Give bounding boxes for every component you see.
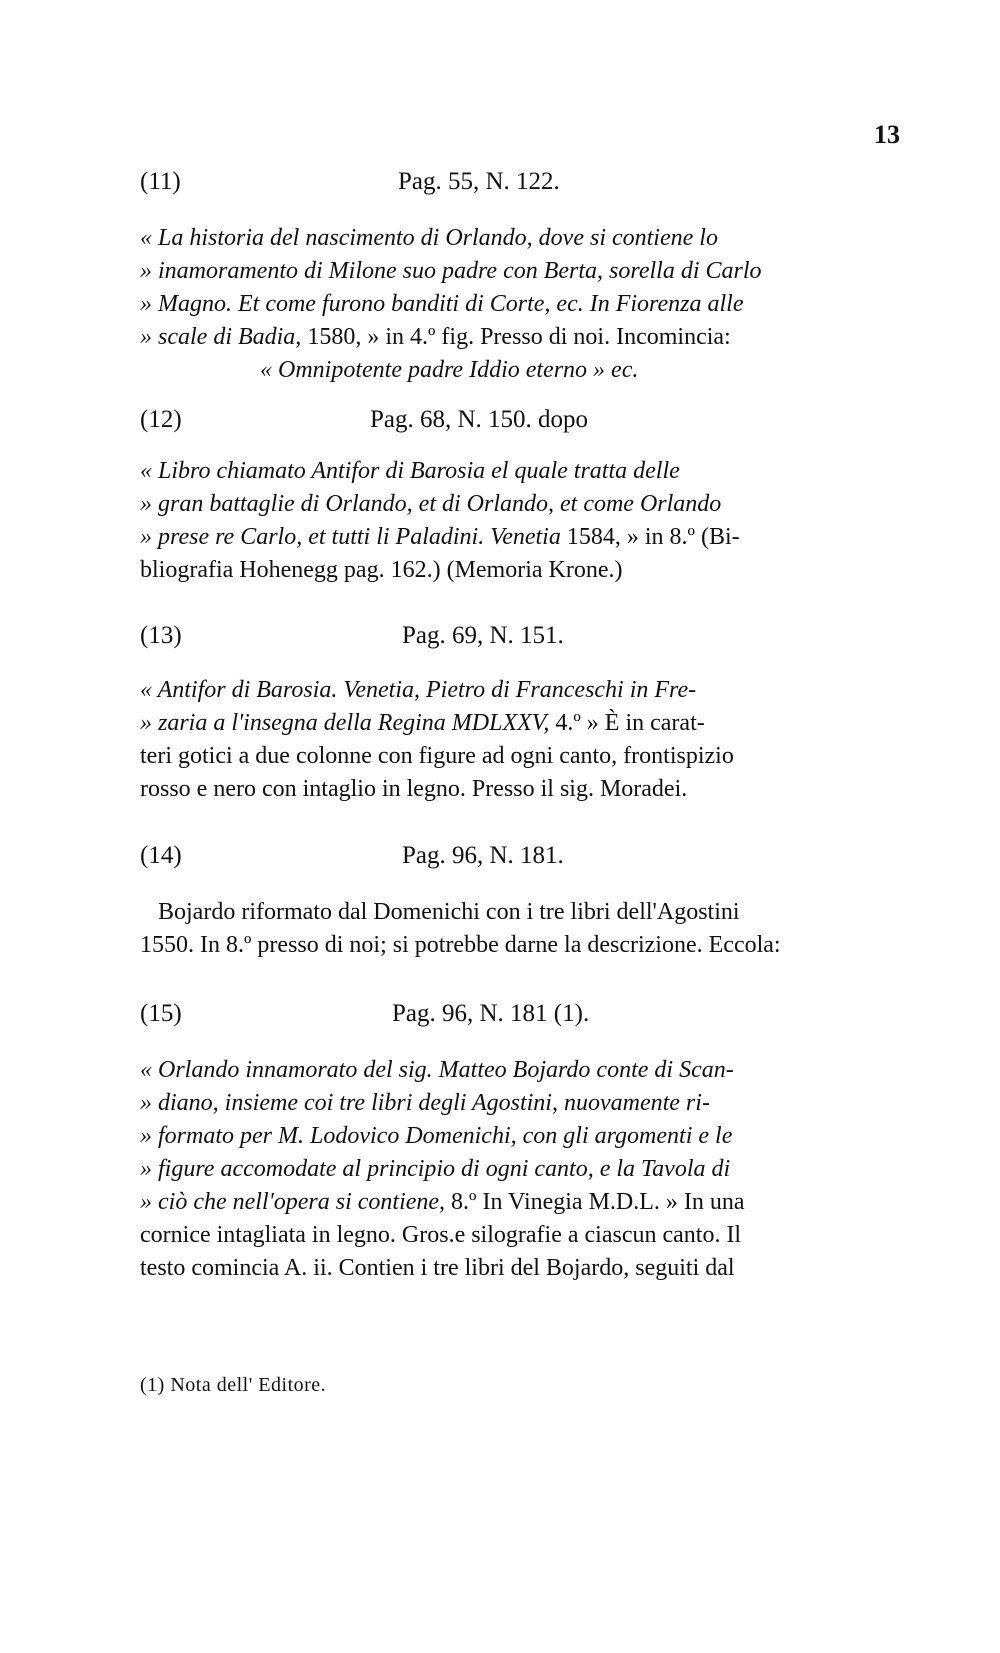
text-line: « Antifor di Barosia. Venetia, Pietro di Franceschi in Fre- xyxy=(140,677,697,703)
entry-reference: Pag. 55, N. 122. xyxy=(398,168,560,195)
text-line: teri gotici a due colonne con figure ad ogni canto, frontispizio xyxy=(140,743,734,769)
text-line: » inamoramento di Milone suo padre con Berta, sorella di Carlo xyxy=(140,258,762,284)
text-line: » zaria a l'insegna della Regina MDLXXV, 4.º » È in carat- xyxy=(140,710,705,736)
text-line: testo comincia A. ii. Contien i tre libri del Bojardo, seguiti dal xyxy=(140,1255,735,1281)
entry-reference: Pag. 68, N. 150. dopo xyxy=(370,406,589,433)
entry-text xyxy=(140,896,900,962)
text-line: » prese re Carlo, et tutti li Paladini. Venetia 1584, » in 8.º (Bi- xyxy=(140,524,740,550)
entry-header xyxy=(140,842,900,876)
text-line: » diano, insieme coi tre libri degli Agostini, nuovamente ri- xyxy=(140,1090,710,1116)
entry-reference: Pag. 69, N. 151. xyxy=(402,622,564,649)
entry-reference: Pag. 96, N. 181. xyxy=(402,842,564,869)
text-line: « La historia del nascimento di Orlando, dove si contiene lo xyxy=(140,225,718,251)
text-line: cornice intagliata in legno. Gros.e silografie a ciascun canto. Il xyxy=(140,1222,742,1248)
entry-text xyxy=(140,1054,900,1285)
entry-header xyxy=(140,168,900,202)
entry-text xyxy=(140,222,900,387)
page-number: 13 xyxy=(874,120,900,149)
text-line: » figure accomodate al principio di ogni canto, e la Tavola di xyxy=(140,1156,731,1182)
entry-number: (11) xyxy=(140,168,181,195)
entry-number: (14) xyxy=(140,842,182,869)
entry-reference: Pag. 96, N. 181 (1). xyxy=(392,1000,590,1027)
text-line: « Orlando innamorato del sig. Matteo Bojardo conte di Scan- xyxy=(140,1057,734,1083)
entry-header xyxy=(140,1000,900,1034)
text-line: 1550. In 8.º presso di noi; si potrebbe darne la descrizione. Eccola: xyxy=(140,932,781,958)
entry-number: (12) xyxy=(140,406,182,433)
entry-number: (13) xyxy=(140,622,182,649)
text-line: « Libro chiamato Antifor di Barosia el quale tratta delle xyxy=(140,458,680,484)
text-line: » gran battaglie di Orlando, et di Orlando, et come Orlando xyxy=(140,491,722,517)
entry-number: (15) xyxy=(140,1000,182,1027)
text-line: » scale di Badia, 1580, » in 4.º fig. Presso di noi. Incomincia: xyxy=(140,324,731,350)
text-line: bliografia Hohenegg pag. 162.) (Memoria Krone.) xyxy=(140,557,623,583)
text-line: » ciò che nell'opera si contiene, 8.º In Vinegia M.D.L. » In una xyxy=(140,1189,745,1215)
entry-header xyxy=(140,406,900,440)
text-line: rosso e nero con intaglio in legno. Presso il sig. Moradei. xyxy=(140,776,688,802)
text-line: Bojardo riformato dal Domenichi con i tre libri dell'Agostini xyxy=(140,899,740,925)
text-line: « Omnipotente padre Iddio eterno » ec. xyxy=(260,357,639,383)
entry-text xyxy=(140,674,900,806)
footnote: (1) Nota dell' Editore. xyxy=(140,1374,327,1396)
text-line: » Magno. Et come furono banditi di Corte, ec. In Fiorenza alle xyxy=(140,291,744,317)
entry-header xyxy=(140,622,900,656)
entry-text xyxy=(140,455,900,587)
text-line: » formato per M. Lodovico Domenichi, con gli argomenti e le xyxy=(140,1123,733,1149)
